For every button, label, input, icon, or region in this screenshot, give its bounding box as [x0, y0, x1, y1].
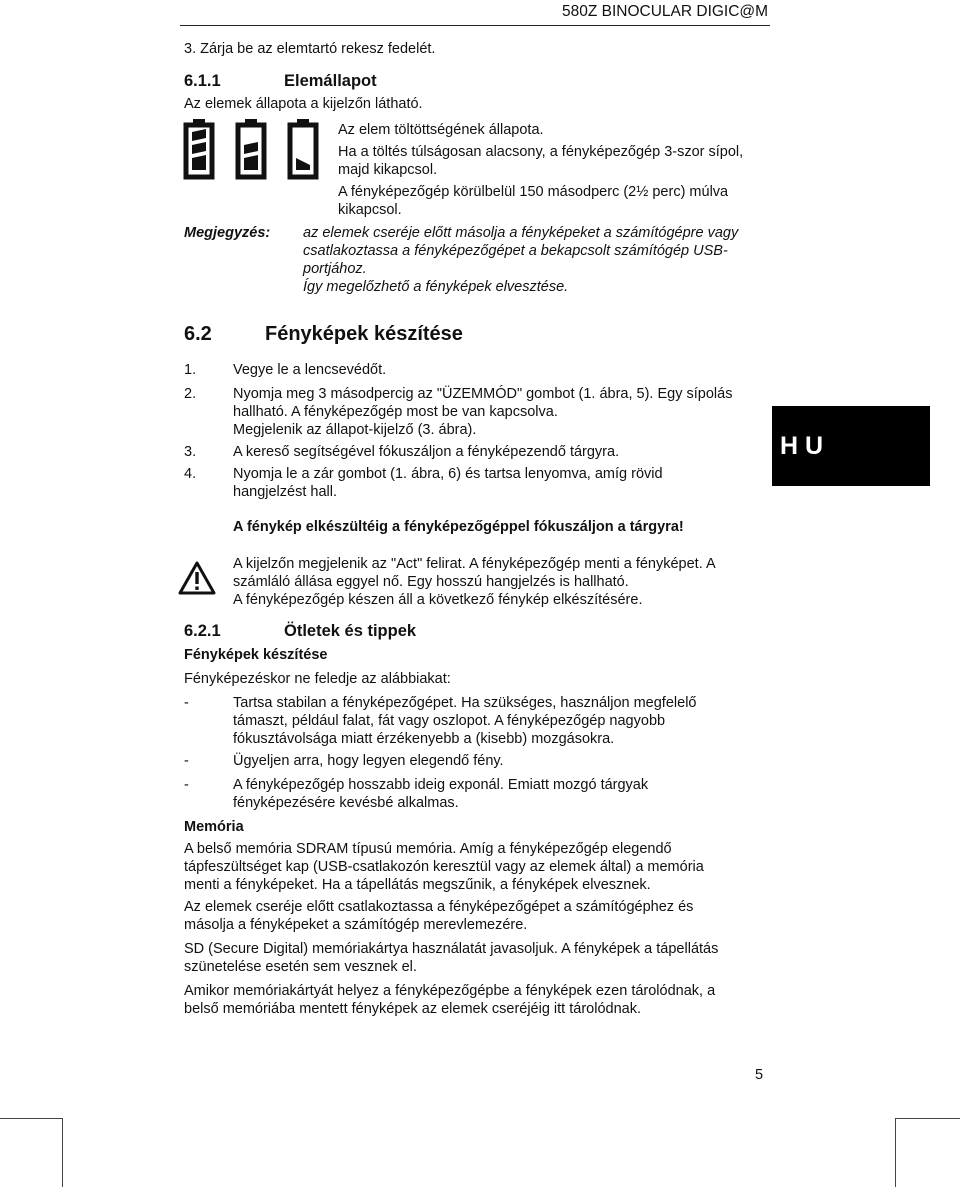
battery-line-5: kikapcsol. — [338, 202, 402, 218]
memory-paragraph: Az elemek cseréje előtt csatlakoztassa a fényképezőgépet a számítógéphez és — [184, 899, 694, 915]
page-number: 5 — [755, 1067, 764, 1083]
battery-half-icon — [238, 119, 264, 177]
memory-paragraph: belső memóriába mentett fényképek az elemek cseréjéig itt tárolódnak. — [184, 1001, 641, 1017]
subheading-memory: Memória — [184, 819, 244, 835]
warning-line-2: számláló állása eggyel nő. Egy hosszú hangjelzés is hallható. — [233, 574, 629, 590]
memory-paragraph: tápfeszültséget kap (USB-csatlakozón keresztül vagy az elemek által) a memória — [184, 859, 704, 875]
bullet-text: A fényképezőgép hosszabb ideig exponál. Emiatt mozgó tárgyak — [233, 777, 649, 793]
step-text: Nyomja le a zár gombot (1. ábra, 6) és tartsa lenyomva, amíg rövid — [233, 466, 663, 482]
bullet-dash: - — [184, 753, 189, 769]
memory-paragraph: Amikor memóriakártyát helyez a fényképezőgépbe a fényképek ezen tárolódnak, a — [184, 983, 716, 999]
header-rule — [180, 25, 770, 26]
note-line-4: Így megelőzhető a fényképek elvesztése. — [303, 279, 569, 295]
note-line-1: az elemek cseréje előtt másolja a fényképeket a számítógépre vagy — [303, 225, 739, 241]
warning-triangle-icon — [177, 560, 217, 596]
language-tab: H U — [772, 406, 930, 486]
section-title-battery: Elemállapot — [284, 72, 377, 90]
step-close-lid: 3. Zárja be az elemtartó rekesz fedelét. — [184, 41, 436, 57]
step-number: 3. — [184, 444, 197, 460]
step-text: hangjelzést hall. — [233, 484, 337, 500]
battery-full-icon — [186, 119, 212, 177]
note-line-2: csatlakoztassa a fényképezőgépet a bekapcsolt számítógép USB- — [303, 243, 728, 259]
section-number-611: 6.1.1 — [184, 72, 221, 90]
battery-line-3: majd kikapcsol. — [338, 162, 438, 178]
memory-paragraph: menti a fényképeket. Ha a tápellátás megszűnik, a fényképek elvesznek. — [184, 877, 651, 893]
bullet-text: Ügyeljen arra, hogy legyen elegendő fény. — [233, 753, 504, 769]
warning-line-1: A kijelzőn megjelenik az "Act" felirat. A fényképezőgép menti a fényképet. A — [233, 556, 716, 572]
section-number-62: 6.2 — [184, 323, 212, 345]
step-text: A kereső segítségével fókuszáljon a fényképezendő tárgyra. — [233, 444, 620, 460]
subheading-photos: Fényképek készítése — [184, 647, 328, 663]
memory-paragraph: A belső memória SDRAM típusú memória. Amíg a fényképezőgép elegendő — [184, 841, 672, 857]
battery-low-icon — [290, 119, 316, 177]
note-label: Megjegyzés: — [184, 225, 271, 241]
memory-paragraph: másolja a fényképeket a számítógép merevlemezére. — [184, 917, 528, 933]
crop-mark — [62, 1118, 63, 1187]
battery-line-1: Az elem töltöttségének állapota. — [338, 122, 544, 138]
section-title-tips: Ötletek és tippek — [284, 622, 417, 640]
step-text: hallható. A fényképezőgép most be van kapcsolva. — [233, 404, 558, 420]
note-line-3: portjához. — [303, 261, 367, 277]
bullet-dash: - — [184, 695, 189, 711]
memory-paragraph: szünetelése esetén sem vesznek el. — [184, 959, 417, 975]
step-text: Vegye le a lencsevédőt. — [233, 362, 387, 378]
battery-line-2: Ha a töltés túlságosan alacsony, a fényképezőgép 3-szor sípol, — [338, 144, 744, 160]
warning-line-3: A fényképezőgép készen áll a következő fénykép elkészítésére. — [233, 592, 643, 608]
crop-mark — [895, 1118, 896, 1187]
section-number-621: 6.2.1 — [184, 622, 221, 640]
focus-bold-note: A fénykép elkészültéig a fényképezőgéppel fókuszáljon a tárgyra! — [233, 519, 684, 535]
step-text: Nyomja meg 3 másodpercig az "ÜZEMMÓD" gombot (1. ábra, 5). Egy sípolás — [233, 386, 733, 402]
bullet-text: fókusztávolsága miatt érzékenyebb a (kisebb) mozgásokra. — [233, 731, 615, 747]
tips-intro: Fényképezéskor ne feledje az alábbiakat: — [184, 671, 451, 687]
battery-intro: Az elemek állapota a kijelzőn látható. — [184, 96, 423, 112]
step-number: 4. — [184, 466, 197, 482]
crop-mark — [0, 1118, 62, 1119]
running-header: 580Z BINOCULAR DIGIC@M — [562, 3, 769, 20]
step-text: Megjelenik az állapot-kijelző (3. ábra). — [233, 422, 477, 438]
battery-line-4: A fényképezőgép körülbelül 150 másodperc (2½ perc) múlva — [338, 184, 729, 200]
section-title-photos: Fényképek készítése — [265, 323, 463, 345]
bullet-dash: - — [184, 777, 189, 793]
step-number: 1. — [184, 362, 197, 378]
battery-icons — [183, 118, 323, 180]
bullet-text: fényképezésére kevésbé alkalmas. — [233, 795, 459, 811]
bullet-text: támaszt, például falat, fát vagy oszlopot. A fényképezőgép nagyobb — [233, 713, 666, 729]
memory-paragraph: SD (Secure Digital) memóriakártya használatát javasoljuk. A fényképek a tápellátás — [184, 941, 719, 957]
crop-mark — [895, 1118, 960, 1119]
step-number: 2. — [184, 386, 197, 402]
bullet-text: Tartsa stabilan a fényképezőgépet. Ha szükséges, használjon megfelelő — [233, 695, 697, 711]
